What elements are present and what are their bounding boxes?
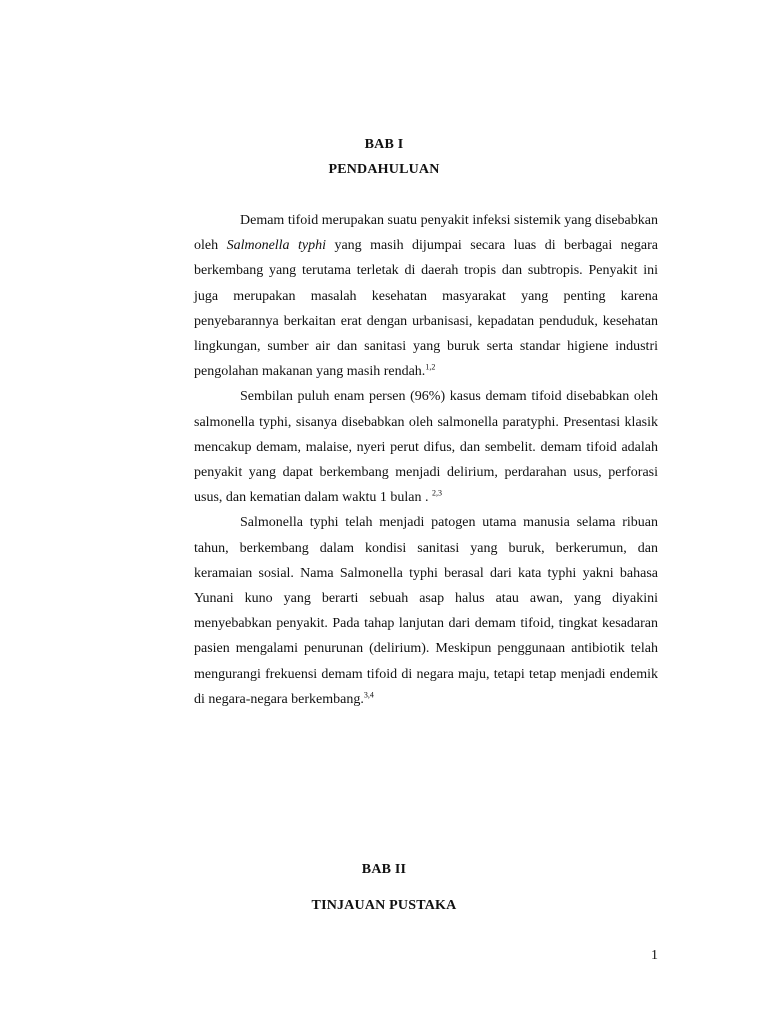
body-text <box>194 208 658 712</box>
paragraph-2-text: Sembilan puluh enam persen (96%) kasus demam tifoid disebabkan oleh salmonella typhi, sisanya disebabkan oleh salmonella paratyphi. Presentasi klasik mencakup demam, malaise, nyeri perut difus, dan sembelit. demam tifoid adalah penyakit yang dapat berkembang menjadi delirium, perdarahan usus, perforasi usus, dan kematian dalam waktu 1 bulan . <box>194 389 658 506</box>
paragraph-2-reference: 2,3 <box>431 488 442 498</box>
paragraph-3-text: Salmonella typhi telah menjadi patogen utama manusia selama ribuan tahun, berkembang dalam kondisi sanitasi yang buruk, berkerumun, dan keramaian sosial. Nama Salmonella typhi berasal dari kata typhi yakni bahasa Yunani kuno yang berarti sebuah asap halus atau awan, yang diyakini menyebabkan penyakit. Pada tahap lanjutan dari demam tifoid, tingkat kesadaran pasien mengalami penurunan (delirium). Meskipun penggunaan antibiotik telah mengurangi frekuensi demam tifoid di negara maju, tetapi tetap menjadi endemik di negara-negara berkembang. <box>194 515 658 707</box>
chapter-heading-bab-1: BAB I <box>364 137 404 152</box>
chapter-heading-bab-2: BAB II <box>361 862 407 877</box>
paragraph-1-italic-term: Salmonella typhi <box>226 238 327 254</box>
paragraph-1-reference: 1,2 <box>425 362 436 372</box>
chapter-title-tinjauan-pustaka: TINJAUAN PUSTAKA <box>311 898 457 913</box>
chapter-title-pendahuluan: PENDAHULUAN <box>328 162 440 177</box>
paragraph-1-text-b: yang masih dijumpai secara luas di berbagai negara berkembang yang terutama terletak di daerah tropis dan subtropis. Penyakit ini juga merupakan masalah kesehatan masyarakat yang penting karena penyebarannya berkaitan erat dengan urbanisasi, kepadatan penduduk, kesehatan lingkungan, sumber air dan sanitasi yang buruk serta standar higiene industri pengolahan makanan yang masih rendah. <box>194 238 658 380</box>
paragraph-3 <box>194 510 658 712</box>
paragraph-1-text-a: Demam tifoid merupakan suatu penyakit infeksi sistemik yang disebabkan oleh <box>194 213 658 254</box>
paragraph-2 <box>194 384 658 510</box>
page-number: 1 <box>651 948 658 963</box>
paragraph-1 <box>194 208 658 384</box>
paragraph-3-reference: 3,4 <box>363 690 374 700</box>
